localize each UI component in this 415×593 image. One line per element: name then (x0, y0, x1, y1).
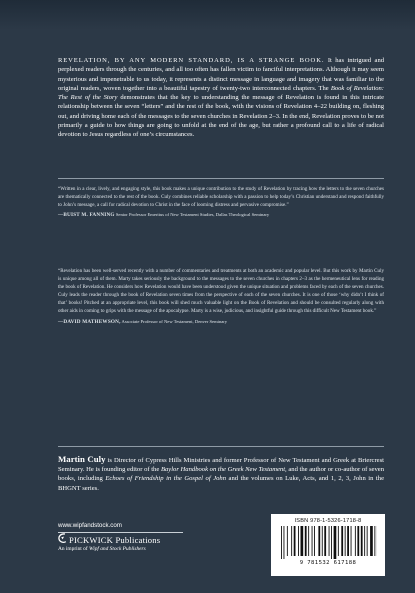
endorser-name: —DAVID MATHEWSON, (58, 318, 121, 325)
barcode-bar (351, 526, 352, 556)
divider-bottom (58, 446, 384, 447)
description-body: It has intrigued and perplexed readers through the centuries, and all too often has fallen victim to fanciful interpretations. Although it may seem mysterious and impenetrable to us today, it represents a distinct message in language and imagery that was familiar to the original readers, woven together into a beautiful tapestry of twenty-two interconnected chapters. The (58, 57, 384, 92)
top-shade (0, 0, 415, 30)
description-book-title: Book of Revelation: The Rest of the Story (58, 84, 384, 101)
publisher-name: PICKWICK Publications (69, 534, 161, 545)
imprint-line (58, 546, 146, 552)
barcode-bar (291, 526, 292, 556)
author-name: Martin Culy (58, 454, 106, 464)
divider-top (58, 178, 384, 179)
barcode-bar (294, 526, 296, 556)
barcode-bar (367, 526, 368, 556)
barcode-bar (355, 526, 356, 556)
barcode-bar (322, 526, 323, 556)
endorser (58, 318, 384, 326)
description-body-end: demonstrates that the key to understanding the message of Revelation is found in this intricate relationship between the seven “letters” and the rest of the book, with the visions of Revelation 4–22 building on, fleshing out, and driving home each of the messages to the seven churches in Revelation 2–3. In the end, Revelation proves to be not primarily a guide to how things are going to unfold at the end of the age, but rather a profound call to a life of radical devotion to Jesus regardless of one’s circumstances. (58, 94, 384, 138)
endorsement-mathewson (58, 267, 384, 326)
endorser-role: Senior Professor Emeritus of New Testament Studies, Dallas Theological Seminary (115, 212, 270, 218)
bio-text-2: , and the author or co-author of seven books, including (58, 466, 384, 483)
endorsement-fanning (58, 185, 384, 219)
bio-text-3: and the volumes on Luke, Acts, and 1, 2, 3, John in the BHGNT series. (58, 475, 384, 492)
barcode-bar (338, 526, 339, 556)
endorsement-quote: “Written in a clear, lively, and engaging style, this book makes a unique contribution to the study of Revelation by tracing how the letters to the seven churches are thematically connected to the rest of the book. Culy combines reliable scholarship with a passion to help today’s Christian understand and respond faithfully to John’s message, a call for radical devotion to Christ in the face of looming distress and pervasive compromise.” (58, 186, 384, 209)
publisher-logo-line (58, 533, 160, 546)
imprint-prefix: An imprint of (58, 546, 89, 552)
bio-text: is Director of Cypress Hills Ministries and former Professor of New Testament and Greek at Briercrest Seminary. He is founding editor of the (58, 457, 384, 474)
isbn-label: ISBN 978-1-5326-1718-8 (294, 518, 362, 524)
barcode-numbers: 9 781532 617188 (299, 560, 357, 566)
barcode-bar (361, 526, 363, 556)
barcode-bar (357, 526, 359, 556)
barcode-bar (374, 526, 375, 556)
endorsement-quote: “Revelation has been well-served recently with a number of commentaries and treatments at both an academic and popular level. But this work by Martin Culy is unique among all of them. Marty takes seriously the background to the messages to the seven churches in chapters 2–3 as the hermeneutical lens for reading the book of Revelation. He considers how Revelation would have been understood given the unique situation and problems faced by each of the seven churches. Culy leads the reader through the book of Revelation seven times from the perspective of each of the seven churches. It is one of those ‘why didn’t I think of that’ books! Pitched at an appropriate level, this book will shed much valuable light on the Book of Revelation and should be consulted regularly along with other aids in coming to grips with the message of the apocalypse. Marty is a wise, judicious, and insightful guide through this difficult New Testament book.” (58, 268, 384, 315)
publisher-url[interactable]: www.wipfandstock.com (58, 522, 122, 529)
barcode-bar (331, 526, 332, 559)
barcode-icon (279, 526, 377, 559)
imprint-name: Wipf and Stock Publishers (89, 546, 146, 552)
book-description (58, 56, 384, 139)
barcode-bar (324, 526, 326, 556)
barcode-panel (271, 514, 385, 576)
barcode-bar (347, 526, 349, 556)
barcode-bar (329, 526, 330, 556)
endorser-name: —BUIST M. FANNING (58, 212, 115, 219)
barcode-bar (370, 526, 373, 556)
barcode-bar (284, 526, 285, 559)
barcode-bar (341, 526, 343, 556)
barcode-bar (305, 526, 307, 556)
barcode-bar (318, 526, 320, 556)
endorser (58, 211, 384, 219)
pickwick-logo-icon (58, 533, 67, 546)
barcode-bar (314, 526, 315, 556)
barcode-bar (281, 526, 282, 559)
barcode-bar (298, 526, 299, 556)
barcode-bar (301, 526, 304, 556)
barcode-bar (334, 526, 337, 559)
endorser-role: Associate Professor of New Testament, Denver Seminary (121, 318, 228, 324)
barcode-bar (308, 526, 309, 556)
barcode-bar (364, 526, 365, 556)
bio-book-1: Baylor Handbook on the Greek New Testament (160, 466, 286, 474)
bio-book-2: Echoes of Friendship in the Gospel of John (105, 475, 227, 483)
barcode-bar (345, 526, 346, 556)
barcode-bar (312, 526, 313, 556)
barcode-bar (287, 526, 288, 556)
author-bio (58, 455, 384, 493)
description-lead: REVELATION, BY ANY MODERN STANDARD, IS A STRANGE BOOK. (58, 57, 325, 64)
